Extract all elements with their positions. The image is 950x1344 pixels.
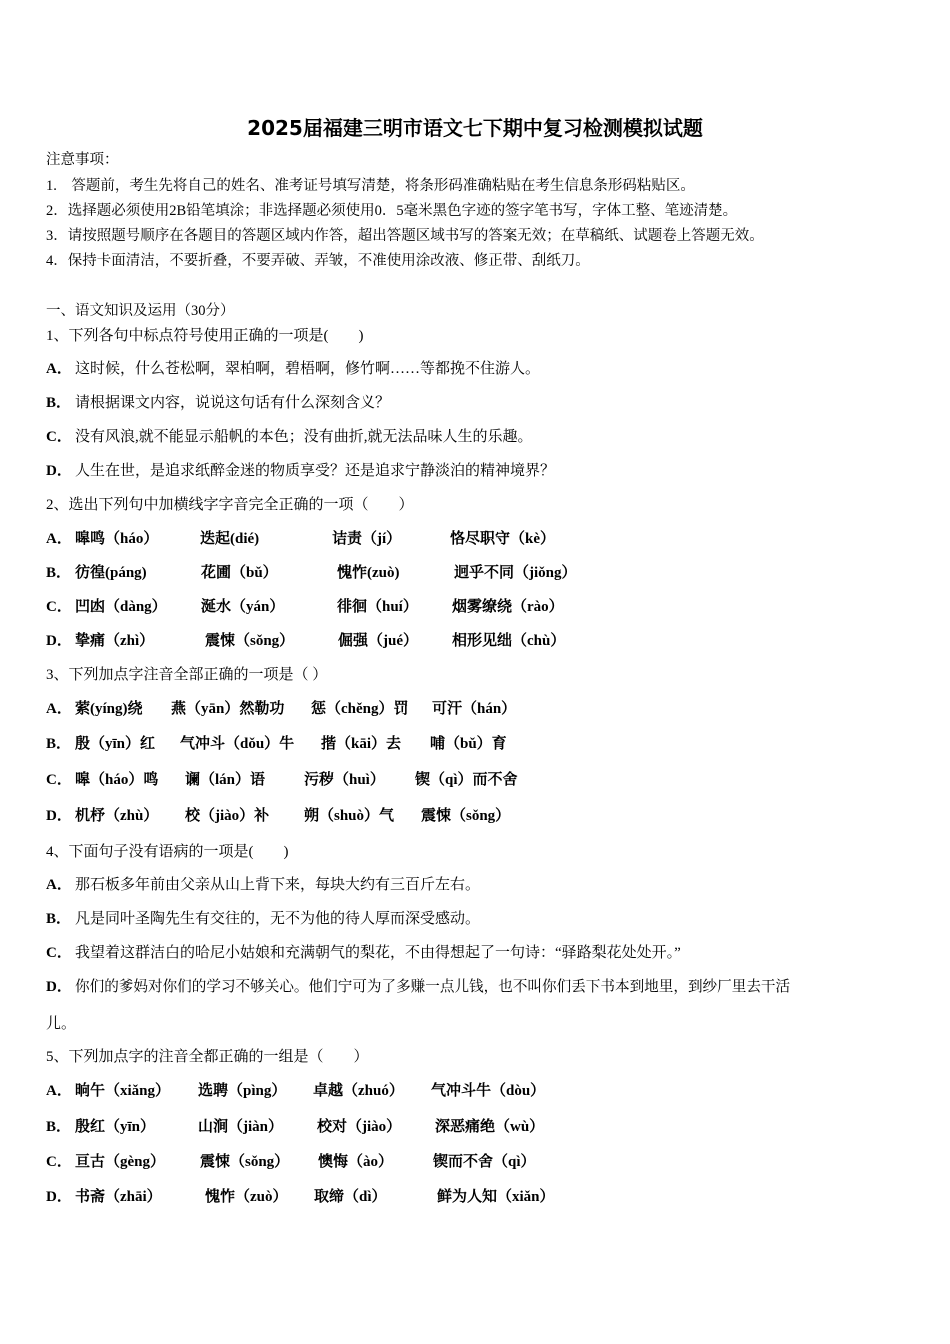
option-item: 花圃（bǔ） (201, 565, 278, 581)
option-item: 机杼（zhù） (75, 808, 159, 824)
option-label: C． (46, 429, 72, 445)
option-item: 殷（yīn）红 (75, 736, 156, 752)
option-label: B． (46, 395, 72, 411)
option-text: 人生在世，是追求纸醉金迷的物质享受？还是追求宁静淡泊的精神境界？ (75, 463, 556, 479)
option-text: 你们的爹妈对你们的学习不够关心。他们宁可为了多赚一点儿钱，也不叫你们丢下书本到地里，到纱厂里去干活 (75, 979, 791, 995)
notice-heading: 注意事项： (46, 152, 119, 168)
option-item: 愧怍(zuò) (337, 565, 400, 581)
option-text: 没有风浪,就不能显示船帆的本色；没有曲折,就无法品味人生的乐趣。 (75, 429, 533, 445)
question-stem: 5、下列加点字的注音全都正确的一组是（ ） (46, 1049, 369, 1065)
option-item: 彷徨(páng) (75, 565, 147, 581)
option-item: 烟雾缭绕（rào） (452, 599, 564, 615)
option-label: A． (46, 361, 72, 377)
option-item: 锲（qì）而不舍 (415, 772, 518, 788)
question-stem: 3、下列加点字注音全部正确的一项是（ ） (46, 667, 328, 683)
option-item: 凹凼（dàng） (75, 599, 167, 615)
option-text: 请根据课文内容，说说这句话有什么深刻含义？ (75, 395, 391, 411)
option-item: 书斋（zhāi） (75, 1189, 162, 1205)
option-item: 取缔（dì） (314, 1189, 387, 1205)
notice-item: 3．请按照题号顺序在各题目的答题区域内作答，超出答题区域书写的答案无效；在草稿纸、试题卷上答题无效。 (46, 228, 764, 244)
option-item: 校（jiào）补 (185, 808, 270, 824)
option-item: 愧怍（zuò） (205, 1189, 288, 1205)
option-item: 气冲斗（dǒu）牛 (180, 736, 295, 752)
option-item: 嗥（háo）鸣 (75, 772, 159, 788)
notice-item: 2．选择题必须使用2B铅笔填涂；非选择题必须使用0．5毫米黑色字迹的签字笔书写，字体工整、笔迹清楚。 (46, 203, 738, 219)
option-label: C． (46, 1154, 72, 1170)
option-label: A． (46, 1083, 72, 1099)
option-label: D． (46, 979, 72, 995)
option-item: 谰（lán）语 (185, 772, 266, 788)
option-item: 揩（kāi）去 (321, 736, 402, 752)
option-item: 燕（yān）然勒功 (171, 701, 285, 717)
question-stem: 2、选出下列句中加横线字字音完全正确的一项（ ） (46, 497, 414, 513)
option-item: 恪尽职守（kè） (450, 531, 556, 547)
option-item: 卓越（zhuó） (313, 1083, 404, 1099)
option-item: 亘古（gèng） (75, 1154, 166, 1170)
option-item: 萦(yíng)绕 (75, 701, 143, 717)
option-item: 倔强（jué） (338, 633, 418, 649)
page-title: 2025届福建三明市语文七下期中复习检测模拟试题 (247, 116, 703, 140)
option-item: 涎水（yán） (201, 599, 285, 615)
question-stem: 1、下列各句中标点符号使用正确的一项是( ) (46, 328, 364, 344)
option-item: 污秽（huì） (304, 772, 385, 788)
option-label: B． (46, 911, 72, 927)
option-text: 这时候，什么苍松啊，翠柏啊，碧梧啊，修竹啊……等都挽不住游人。 (75, 361, 541, 377)
option-item: 震悚（sǒng） (421, 808, 511, 824)
option-item: 殷红（yīn） (75, 1119, 156, 1135)
option-item: 气冲斗牛（dòu） (431, 1083, 546, 1099)
option-text: 凡是同叶圣陶先生有交往的，无不为他的待人厚而深受感动。 (75, 911, 481, 927)
option-item: 选聘（pìng） (198, 1083, 287, 1099)
option-label: D． (46, 463, 72, 479)
option-text: 那石板多年前由父亲从山上背下来，每块大约有三百斤左右。 (75, 877, 481, 893)
option-label: B． (46, 565, 72, 581)
option-item: 晌午（xiǎng） (75, 1083, 171, 1099)
option-label: A． (46, 877, 72, 893)
option-label: D． (46, 633, 72, 649)
option-label: B． (46, 1119, 72, 1135)
option-item: 锲而不舍（qì） (433, 1154, 536, 1170)
option-item: 迥乎不同（jiǒng） (454, 565, 577, 581)
option-label: C． (46, 945, 72, 961)
option-item: 懊悔（ào） (318, 1154, 394, 1170)
option-item: 深恶痛绝（wù） (435, 1119, 545, 1135)
option-item: 挚痛（zhì） (75, 633, 155, 649)
option-item: 震悚（sǒng） (205, 633, 295, 649)
option-item: 惩（chěng）罚 (311, 701, 409, 717)
option-item: 朔（shuò）气 (304, 808, 395, 824)
option-label: D． (46, 808, 72, 824)
option-item: 哺（bǔ）育 (430, 736, 507, 752)
option-item: 嗥鸣（háo） (75, 531, 159, 547)
option-item: 震悚（sǒng） (200, 1154, 290, 1170)
option-label: A． (46, 701, 72, 717)
option-item: 可汗（hán） (432, 701, 517, 717)
option-label: D． (46, 1189, 72, 1205)
option-label: C． (46, 772, 72, 788)
notice-item: 4．保持卡面清洁，不要折叠，不要弄破、弄皱，不准使用涂改液、修正带、刮纸刀。 (46, 253, 590, 269)
option-label: C． (46, 599, 72, 615)
option-label: B． (46, 736, 72, 752)
option-text: 我望着这群洁白的哈尼小姑娘和充满朝气的梨花，不由得想起了一句诗：“驿路梨花处处开。” (75, 945, 681, 961)
option-text-continued: 儿。 (46, 1016, 77, 1032)
notice-item: 1. 答题前，考生先将自己的姓名、准考证号填写清楚，将条形码准确粘贴在考生信息条形码粘贴区。 (46, 178, 695, 194)
option-item: 迭起(dié) (200, 531, 260, 547)
option-item: 徘徊（huí） (337, 599, 418, 615)
option-item: 山涧（jiàn） (198, 1119, 284, 1135)
question-stem: 4、下面句子没有语病的一项是( ) (46, 844, 289, 860)
option-item: 诘责（jí） (332, 531, 402, 547)
option-label: A． (46, 531, 72, 547)
option-item: 相形见绌（chù） (452, 633, 566, 649)
section-heading: 一、语文知识及运用（30分） (46, 303, 235, 319)
option-item: 校对（jiào） (317, 1119, 402, 1135)
option-item: 鲜为人知（xiǎn） (437, 1189, 555, 1205)
